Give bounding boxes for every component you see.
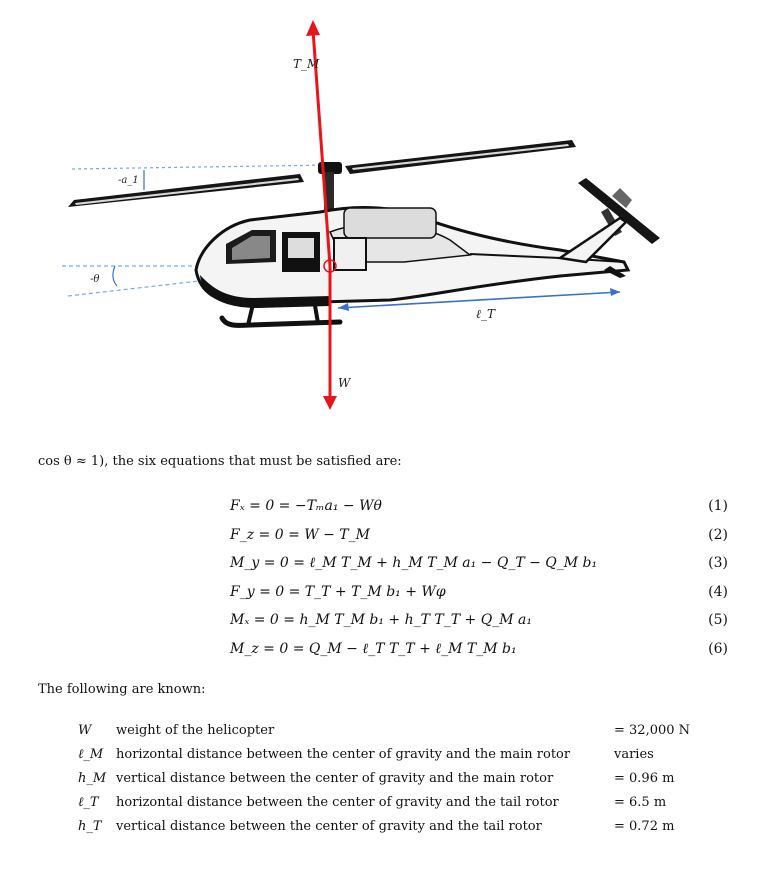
equation-text: M_z = 0 = Q_M − ℓ_T T_T + ℓ_M T_M b₁ xyxy=(230,640,517,657)
table-row xyxy=(78,718,690,742)
equation-number: (2) xyxy=(708,526,728,543)
value-cell: = 0.72 m xyxy=(614,818,675,834)
symbol-cell: ℓ_T xyxy=(78,795,99,810)
equation-row xyxy=(230,549,728,578)
equation-row xyxy=(230,578,728,607)
known-heading: The following are known: xyxy=(38,682,206,697)
pitch-label: -θ xyxy=(90,274,100,285)
equation-number: (3) xyxy=(708,555,728,571)
tail-rotor xyxy=(578,178,660,244)
table-row xyxy=(78,766,690,790)
equation-row xyxy=(230,521,728,550)
tail-arm-label: ℓ_T xyxy=(476,307,496,321)
intro-text: cos θ ≈ 1), the six equations that must be satisfied are: xyxy=(38,454,402,469)
value-cell: = 32,000 N xyxy=(614,722,691,738)
symbol-cell: W xyxy=(78,722,92,738)
description-cell: vertical distance between the center of gravity and the main rotor xyxy=(116,770,554,786)
value-cell: = 6.5 m xyxy=(614,794,667,810)
value-cell: = 0.96 m xyxy=(614,770,675,786)
equation-number: (1) xyxy=(708,498,728,514)
value-cell: varies xyxy=(614,746,654,762)
equation-text: F_z = 0 = W − T_M xyxy=(230,526,370,543)
table-row xyxy=(78,790,690,814)
equation-text: Fₓ = 0 = −Tₘa₁ − Wθ xyxy=(230,498,382,514)
tilt-label: -a_1 xyxy=(118,175,139,186)
symbol-cell: h_T xyxy=(78,818,102,834)
equation-number: (5) xyxy=(708,612,728,628)
helicopter-free-body-diagram xyxy=(0,0,766,430)
equation-row xyxy=(230,492,728,521)
equation-row xyxy=(230,606,728,635)
pitch-angle-marker xyxy=(113,266,117,286)
table-row xyxy=(78,814,690,838)
fuselage xyxy=(196,208,628,309)
symbol-cell: ℓ_M xyxy=(78,747,104,762)
thrust-label: T_M xyxy=(293,57,320,71)
equation-number: (4) xyxy=(708,583,728,600)
description-cell: horizontal distance between the center of gravity and the tail rotor xyxy=(116,794,559,810)
equation-text: M_y = 0 = ℓ_M T_M + h_M T_M a₁ − Q_T − Q_M b₁ xyxy=(230,555,598,571)
weight-label: W xyxy=(338,376,351,390)
description-cell: vertical distance between the center of gravity and the tail rotor xyxy=(116,818,542,834)
equation-text: Mₓ = 0 = h_M T_M b₁ + h_T T_T + Q_M a₁ xyxy=(230,612,532,628)
description-cell: horizontal distance between the center of gravity and the main rotor xyxy=(116,746,571,762)
rotor-reference-line xyxy=(72,165,330,169)
description-cell: weight of the helicopter xyxy=(116,722,275,738)
equation-row xyxy=(230,635,728,664)
symbol-cell: h_M xyxy=(78,770,107,786)
equation-text: F_y = 0 = T_T + T_M b₁ + Wφ xyxy=(230,583,446,600)
equation-list xyxy=(230,492,728,663)
table-row xyxy=(78,742,690,766)
known-quantities-table xyxy=(78,718,690,838)
equation-number: (6) xyxy=(708,640,728,657)
